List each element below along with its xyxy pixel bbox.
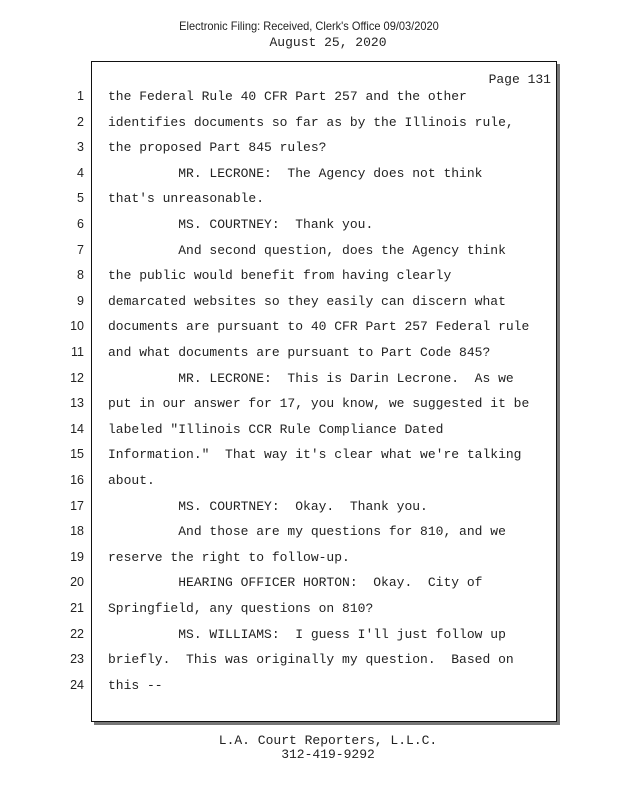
line-text: and what documents are pursuant to Part Code 845?: [108, 345, 491, 360]
transcript-line: [0, 268, 618, 294]
line-text: MS. COURTNEY: Okay. Thank you.: [108, 498, 428, 514]
line-number: 3: [77, 140, 84, 155]
line-number: 23: [70, 652, 84, 667]
transcript-line: [0, 371, 618, 397]
transcript-date: August 25, 2020: [269, 35, 387, 50]
page-number: Page 131: [488, 72, 551, 87]
transcript-line: [0, 601, 618, 627]
line-text: MS. WILLIAMS: I guess I'll just follow up: [108, 626, 506, 642]
transcript-line: [0, 499, 618, 525]
line-text: Information." That way it's clear what we're talking: [108, 447, 522, 463]
transcript-line: [0, 575, 618, 601]
line-text: the proposed Part 845 rules?: [108, 140, 327, 156]
filing-stamp: Electronic Filing: Received, Clerk's Office 09/03/2020: [179, 19, 439, 33]
line-text: demarcated websites so they easily can discern what: [108, 293, 506, 309]
line-number: 12: [70, 370, 84, 385]
line-text: MR. LECRONE: This is Darin Lecrone. As we: [108, 370, 514, 386]
line-text: And those are my questions for 810, and we: [108, 524, 506, 540]
line-number: 21: [70, 601, 84, 615]
line-number: 14: [70, 421, 84, 436]
line-text: documents are pursuant to 40 CFR Part 257 Federal rule: [108, 319, 530, 335]
transcript-line: [0, 294, 618, 320]
transcript-line: [0, 524, 618, 550]
transcript-line: [0, 345, 618, 371]
transcript-line: [0, 550, 618, 576]
line-text: the Federal Rule 40 CFR Part 257 and the other: [108, 89, 467, 104]
line-text: identifies documents so far as by the Illinois rule,: [108, 114, 514, 130]
transcript-line: [0, 447, 618, 473]
transcript-line: [0, 422, 618, 448]
line-text: briefly. This was originally my question. Based on: [108, 652, 514, 668]
line-number: 6: [77, 217, 84, 231]
transcript-line: [0, 217, 618, 243]
transcript-line: [0, 627, 618, 653]
transcript-line: [0, 89, 618, 115]
line-number: 24: [70, 677, 84, 692]
transcript-line: [0, 115, 618, 141]
line-number: 10: [70, 319, 84, 334]
line-text: And second question, does the Agency think: [108, 242, 506, 258]
line-number: 20: [70, 575, 84, 590]
line-text: reserve the right to follow-up.: [108, 549, 350, 565]
line-text: MS. COURTNEY: Thank you.: [108, 217, 374, 232]
line-number: 17: [70, 498, 84, 513]
transcript-line: [0, 191, 618, 217]
transcript-line: [0, 652, 618, 678]
line-text: about.: [108, 473, 155, 488]
transcript-line: [0, 678, 618, 704]
transcript-line: [0, 140, 618, 166]
line-number: 18: [70, 524, 84, 539]
reporter-company: L.A. Court Reporters, L.L.C.: [218, 733, 438, 748]
line-text: that's unreasonable.: [108, 191, 265, 207]
line-text: labeled "Illinois CCR Rule Compliance Dated: [108, 421, 444, 437]
line-number: 13: [70, 396, 84, 411]
transcript-line: [0, 243, 618, 269]
line-number: 7: [77, 242, 84, 257]
line-number: 2: [77, 114, 84, 129]
line-number: 5: [77, 191, 84, 206]
transcript-line: [0, 166, 618, 192]
line-number: 15: [70, 447, 84, 462]
line-number: 19: [70, 549, 84, 564]
line-number: 11: [71, 345, 84, 359]
line-text: put in our answer for 17, you know, we suggested it be: [108, 396, 530, 412]
line-number: 22: [70, 626, 84, 641]
line-text: the public would benefit from having clearly: [108, 268, 452, 284]
transcript-line: [0, 473, 618, 499]
line-number: 16: [70, 473, 84, 487]
line-text: this --: [108, 677, 163, 693]
reporter-phone: 312-419-9292: [281, 747, 375, 762]
line-number: 4: [77, 165, 84, 180]
transcript-line: [0, 396, 618, 422]
line-text: HEARING OFFICER HORTON: Okay. City of: [108, 575, 483, 591]
line-text: Springfield, any questions on 810?: [108, 601, 374, 616]
line-number: 1: [77, 89, 84, 103]
line-text: MR. LECRONE: The Agency does not think: [108, 165, 483, 181]
line-number: 8: [77, 268, 84, 283]
transcript-line: [0, 319, 618, 345]
line-number: 9: [77, 293, 84, 308]
